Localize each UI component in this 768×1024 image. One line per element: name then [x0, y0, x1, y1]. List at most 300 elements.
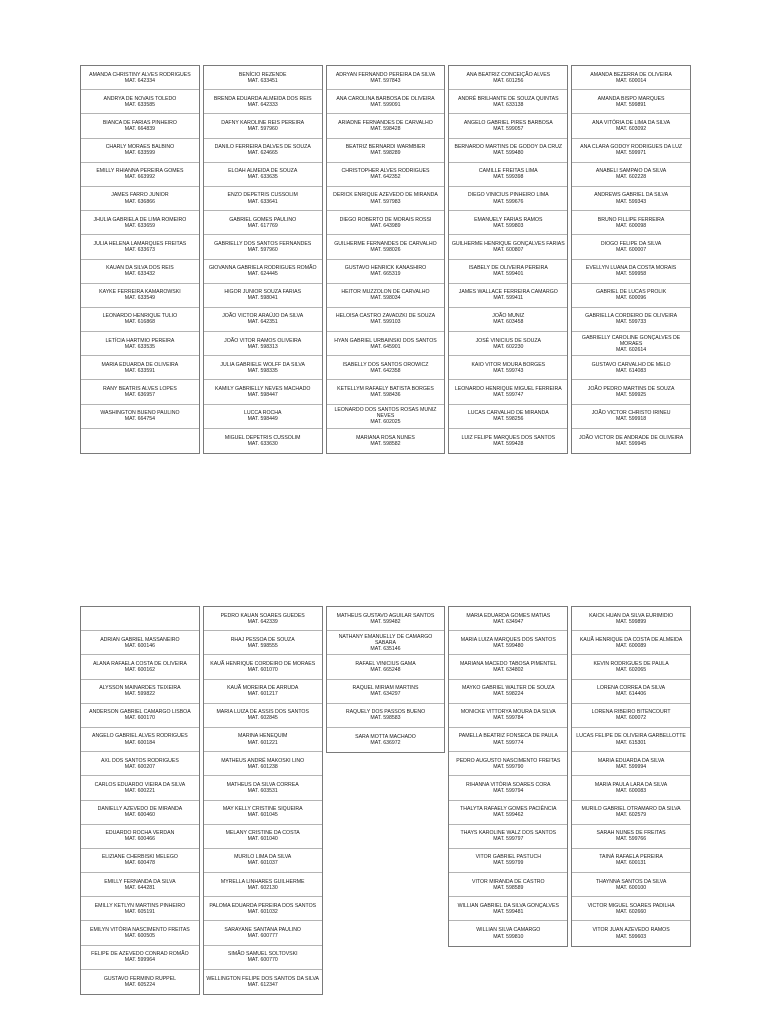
student-name: ANDREWS GABRIEL DA SILVA — [594, 192, 669, 199]
student-name: SARAYANE SANTANA PAULINO — [224, 926, 301, 933]
student-registration: MAT. 599480 — [493, 150, 524, 157]
student-cell — [81, 607, 199, 631]
student-registration: MAT. 615301 — [615, 739, 647, 746]
student-cell — [204, 801, 322, 825]
student-cell — [449, 801, 567, 825]
student-column — [571, 606, 691, 947]
student-registration: MAT. 598224 — [493, 691, 524, 698]
student-cell — [449, 607, 567, 631]
student-name: ANA BEATRIZ CONCEIÇÃO ALVES — [466, 71, 551, 78]
student-cell — [81, 356, 199, 380]
student-cell — [204, 66, 322, 90]
student-registration: MAT. 600184 — [124, 739, 155, 746]
student-name: JOÃO VICTOR DE ANDRADE DE OLIVEIRA — [578, 434, 684, 441]
student-cell — [572, 873, 690, 897]
student-name: JOSÉ VINICIUS DE SOUZA — [475, 337, 541, 344]
student-cell — [204, 211, 322, 235]
student-registration: MAT. 599743 — [493, 367, 524, 374]
student-name: ADRYAN FERNANDO PEREIRA DA SILVA — [335, 71, 436, 78]
student-registration: MAT. 599398 — [493, 174, 524, 181]
student-registration: MAT. 624665 — [247, 150, 278, 157]
student-name: MARIA LUIZA MARQUES DOS SANTOS — [460, 636, 556, 643]
student-registration: MAT. 600083 — [615, 787, 647, 794]
student-registration: MAT. 599411 — [493, 295, 524, 302]
student-cell — [327, 163, 445, 187]
student-registration: MAT. 636957 — [124, 392, 155, 399]
student-registration: MAT. 599810 — [493, 933, 524, 940]
student-name: GIOVANNA GABRIELA RODRIGUES ROMÃO — [208, 265, 317, 271]
student-cell — [572, 332, 690, 356]
student-registration: MAT. 614406 — [615, 691, 647, 698]
student-cell — [449, 260, 567, 284]
student-registration: MAT. 599918 — [615, 416, 647, 423]
student-column — [203, 606, 323, 995]
student-name: PAMELLA BEATRIZ FONSECA DE PAULA — [458, 733, 558, 740]
student-name: ANGELO GABRIEL PIRES BARBOSA — [463, 119, 553, 126]
student-name: WASHINGTON BUENO PAULINO — [100, 410, 180, 417]
student-registration: MAT. 599799 — [493, 860, 524, 867]
student-registration: MAT. 598026 — [370, 246, 401, 253]
student-cell — [572, 284, 690, 308]
student-name: ISABELLY DOS SANTOS OROWICZ — [342, 361, 429, 368]
student-name: LUCAS CARVALHO DE MIRANDA — [467, 410, 549, 417]
student-cell — [449, 429, 567, 453]
student-name: JOÃO VICTOR ARAÚJO DA SILVA — [222, 313, 304, 320]
student-name: GABRIELLA CORDEIRO DE OLIVEIRA — [585, 313, 678, 320]
student-cell — [81, 163, 199, 187]
student-cell — [572, 380, 690, 404]
student-cell — [204, 429, 322, 453]
student-registration: MAT. 600072 — [615, 715, 647, 722]
student-registration: MAT. 597983 — [370, 198, 401, 205]
student-registration: MAT. 597960 — [247, 125, 278, 132]
student-cell — [81, 139, 199, 163]
student-registration: MAT. 601045 — [247, 812, 278, 819]
student-cell — [81, 332, 199, 356]
student-cell — [204, 90, 322, 114]
student-registration: MAT. 599803 — [493, 222, 524, 229]
student-cell — [204, 163, 322, 187]
student-cell — [449, 631, 567, 655]
student-name: ANA CAROLINA BARBOSA DE OLIVEIRA — [336, 95, 435, 102]
student-registration: MAT. 645901 — [370, 343, 401, 350]
student-cell — [449, 776, 567, 800]
student-registration: MAT. 598289 — [370, 150, 401, 157]
student-name: LUCCA ROCHA — [243, 410, 282, 417]
student-registration: MAT. 602025 — [370, 419, 401, 426]
student-name: ISABELY DE OLIVEIRA PEREIRA — [468, 265, 548, 271]
student-cell — [204, 607, 322, 631]
student-name: MYRELLA LINHARES GUILHERME — [220, 878, 305, 885]
student-cell — [449, 825, 567, 849]
student-name: MARIA PAULA LARA DA SILVA — [594, 781, 668, 788]
student-name: GUSTAVO CARVALHO DE MELO — [591, 361, 671, 368]
student-name: JAMES WALLACE FERREIRA CAMARGO — [458, 289, 558, 296]
student-name: PEDRO AUGUSTO NASCIMENTO FREITAS — [456, 757, 561, 764]
top-sheet — [80, 65, 691, 454]
student-cell — [204, 873, 322, 897]
student-registration: MAT. 598256 — [493, 416, 524, 423]
student-name: RAQUEL MIRIAM MARTINS — [352, 685, 419, 692]
student-name: ELIZIANE CHERBISKI MELEGO — [101, 854, 178, 861]
student-name: VICTOR MIGUEL SOARES PADILHA — [587, 902, 675, 909]
student-name: JOÃO MUNIZ — [492, 313, 525, 320]
student-registration: MAT. 599733 — [615, 319, 647, 326]
student-cell — [327, 728, 445, 752]
student-cell — [204, 260, 322, 284]
student-cell — [81, 776, 199, 800]
student-cell — [81, 873, 199, 897]
student-name: AMANDA BEZERRA DE OLIVEIRA — [590, 71, 672, 78]
student-registration: MAT. 598436 — [370, 392, 401, 399]
student-name: KAIO VITOR MOURA BORGES — [471, 361, 546, 368]
student-registration: MAT. 599822 — [124, 691, 155, 698]
student-cell — [327, 655, 445, 679]
student-registration: MAT. 600131 — [615, 860, 647, 867]
student-cell — [204, 970, 322, 994]
student-cell — [449, 380, 567, 404]
student-name: ANA CLARA GODOY RODRIGUES DA LUZ — [580, 144, 683, 151]
student-cell — [327, 356, 445, 380]
student-cell — [204, 752, 322, 776]
student-name: ANGELO GABRIEL ALVES RODRIGUES — [92, 733, 188, 740]
student-registration: MAT. 600478 — [124, 860, 155, 867]
student-name: GUSTAVO HENRICK KANASHIRO — [344, 265, 427, 271]
student-cell — [81, 849, 199, 873]
student-cell — [327, 187, 445, 211]
student-registration: MAT. 602230 — [493, 343, 524, 350]
student-name: LEONARDO HENRIQUE TULIO — [102, 313, 178, 320]
student-name: RAFAEL VINICIUS GAMA — [355, 660, 416, 667]
student-registration: MAT. 602845 — [247, 715, 278, 722]
student-cell — [449, 235, 567, 259]
student-registration: MAT. 633138 — [493, 101, 524, 108]
student-name: DERICK ENRIQUE AZEVEDO DE MIRANDA — [333, 192, 438, 199]
student-name: KAMILY GABRIELLY NEVES MACHADO — [215, 385, 311, 392]
student-registration: MAT. 598313 — [247, 343, 278, 350]
student-name: AMANDA BISPO MARQUES — [597, 95, 665, 102]
student-registration: MAT. 600807 — [493, 246, 524, 253]
student-cell — [572, 631, 690, 655]
student-cell — [449, 680, 567, 704]
student-cell — [204, 631, 322, 655]
student-name: NATHANY EMANUELLY DE CAMARGO SABARA — [338, 633, 433, 646]
student-cell — [327, 607, 445, 631]
student-name: MAY KELLY CRISTINE SIQUEIRA — [222, 806, 303, 812]
student-registration: MAT. 665319 — [370, 271, 401, 278]
student-registration: MAT. 600014 — [615, 77, 647, 84]
student-registration: MAT. 633630 — [247, 440, 278, 447]
student-registration: MAT. 601032 — [247, 908, 278, 915]
student-registration: MAT. 599747 — [493, 392, 524, 399]
student-registration: MAT. 600089 — [615, 642, 647, 649]
student-registration: MAT. 599899 — [615, 618, 647, 625]
student-name: DIEGO ROBERTO DE MORAIS ROSSI — [339, 216, 432, 223]
student-cell — [204, 946, 322, 970]
student-registration: MAT. 600460 — [124, 812, 155, 819]
student-cell — [449, 405, 567, 429]
student-column — [203, 65, 323, 454]
student-name: WELLINGTON FELIPE DOS SANTOS DA SILVA — [206, 975, 319, 982]
student-name: EMANUELY FARIAS RAMOS — [474, 216, 543, 223]
student-registration: MAT. 642334 — [124, 77, 155, 84]
student-name: EDUARDO ROCHA VERDAN — [105, 830, 175, 837]
student-registration: MAT. 665248 — [370, 666, 401, 673]
student-cell — [572, 728, 690, 752]
student-cell — [327, 284, 445, 308]
student-registration: MAT. 599401 — [493, 271, 524, 278]
student-cell — [572, 429, 690, 453]
student-cell — [81, 825, 199, 849]
student-cell — [81, 380, 199, 404]
student-name: BEATRIZ BERNARDI WARMBIER — [345, 144, 426, 151]
student-name: HIGOR JUNIOR SOUZA FARIAS — [224, 289, 302, 296]
student-column — [448, 606, 568, 947]
student-name: MATHEUS DA SILVA CORREA — [226, 781, 299, 788]
student-cell — [327, 90, 445, 114]
student-column — [80, 606, 200, 995]
student-cell — [81, 211, 199, 235]
student-cell — [572, 776, 690, 800]
student-cell — [204, 235, 322, 259]
student-name: AMANDA CHRISTINY ALVES RODRIGUES — [89, 71, 191, 78]
student-registration: MAT. 663992 — [124, 174, 155, 181]
student-cell — [81, 680, 199, 704]
student-name: KAUAN DA SILVA DOS REIS — [106, 265, 174, 271]
student-name: CARLOS EDUARDO VIEIRA DA SILVA — [94, 781, 186, 788]
student-name: ANDRYA DE NOVAIS TOLEDO — [103, 95, 177, 102]
student-name: JOÃO PEDRO MARTINS DE SOUZA — [587, 385, 675, 392]
student-cell — [204, 897, 322, 921]
student-name: MATHEUS ANDRÉ MAKOSKI LINO — [221, 757, 305, 764]
student-registration: MAT. 643989 — [370, 222, 401, 229]
student-cell — [204, 680, 322, 704]
student-cell — [572, 235, 690, 259]
student-name: TAINÁ RAFAELA PEREIRA — [599, 854, 663, 861]
student-registration: MAT. 598555 — [247, 642, 278, 649]
student-registration: MAT. 600505 — [124, 933, 155, 940]
student-name: ALYSSON MAINARDES TEIXEIRA — [99, 685, 181, 692]
student-registration: MAT. 642351 — [247, 319, 278, 326]
student-cell — [327, 405, 445, 429]
student-registration: MAT. 598335 — [247, 367, 278, 374]
student-name: BRENDA EDUARDA ALMEIDA DOS REIS — [213, 95, 312, 102]
student-registration: MAT. 599603 — [615, 933, 647, 940]
student-cell — [572, 405, 690, 429]
student-registration: MAT. 600098 — [615, 222, 647, 229]
student-registration: MAT. 636972 — [370, 740, 401, 747]
student-name: MIGUEL DEPETRIS CUSSOLIM — [224, 434, 301, 441]
student-cell — [572, 849, 690, 873]
student-registration: MAT. 612347 — [247, 981, 278, 988]
student-registration: MAT. 633599 — [124, 150, 155, 157]
student-cell — [81, 631, 199, 655]
student-registration: MAT. 598041 — [247, 295, 278, 302]
student-registration: MAT. 602130 — [247, 884, 278, 891]
student-name: JULIA HELENA LAMARQUES FREITAS — [93, 240, 187, 247]
student-name: BENÍCIO REZENDE — [238, 71, 287, 78]
student-name: GABRIEL DE LUCAS PROLIK — [596, 289, 667, 296]
student-registration: MAT. 598447 — [247, 392, 278, 399]
student-registration: MAT. 599428 — [493, 440, 524, 447]
student-registration: MAT. 600096 — [615, 295, 647, 302]
student-name: THAYS KAROLINE WALZ DOS SANTOS — [460, 830, 557, 837]
student-registration: MAT. 598034 — [370, 295, 401, 302]
student-registration: MAT. 664839 — [124, 125, 155, 132]
student-registration: MAT. 599971 — [615, 150, 647, 157]
student-name: MONICKE VITTORYA MOURA DA SILVA — [460, 709, 556, 716]
student-registration: MAT. 602660 — [615, 908, 647, 915]
student-cell — [449, 308, 567, 332]
student-cell — [449, 921, 567, 945]
student-name: DAFNY KAROLINE REIS PEREIRA — [221, 119, 305, 126]
student-name: THALYTA RAFAELY GOMES PACIÊNCIA — [460, 806, 557, 812]
student-registration: MAT. 642333 — [247, 101, 278, 108]
student-cell — [81, 946, 199, 970]
student-name: SARAH NUNES DE FREITAS — [596, 830, 666, 837]
student-cell — [449, 752, 567, 776]
student-name: CHARLY MORAES BALBINO — [105, 144, 175, 151]
student-cell — [449, 897, 567, 921]
student-cell — [81, 114, 199, 138]
student-registration: MAT. 601037 — [247, 860, 278, 867]
student-name: EVELLYN LUANA DA COSTA MORAIS — [585, 265, 677, 271]
student-cell — [449, 284, 567, 308]
student-cell — [572, 90, 690, 114]
student-cell — [81, 90, 199, 114]
student-registration: MAT. 633591 — [124, 367, 155, 374]
student-cell — [572, 114, 690, 138]
student-registration: MAT. 599797 — [493, 836, 524, 843]
student-cell — [327, 66, 445, 90]
student-name: ANDRÉ BRILHANTE DE SOUZA QUINTAS — [458, 95, 559, 102]
student-name: MATHEUS GUSTAVO AGUILAR SANTOS — [336, 612, 435, 619]
student-name: WILLIAN SILVA CAMARGO — [476, 927, 541, 934]
student-registration: MAT. 599480 — [493, 642, 524, 649]
student-registration: MAT. 614083 — [615, 367, 647, 374]
student-cell — [449, 704, 567, 728]
student-registration: MAT. 599057 — [493, 125, 524, 132]
student-cell — [204, 284, 322, 308]
student-registration: MAT. 600221 — [124, 787, 155, 794]
student-name: MARIANA ROSA NUNES — [356, 434, 415, 441]
student-cell — [449, 163, 567, 187]
student-registration: MAT. 600770 — [247, 957, 278, 964]
student-cell — [572, 825, 690, 849]
student-cell — [204, 728, 322, 752]
student-name: EMILYN VITÓRIA NASCIMENTO FREITAS — [90, 926, 190, 933]
student-name: JHULIA GABRIELA DE LIMA ROMEIRO — [93, 216, 187, 223]
student-registration: MAT. 605191 — [124, 908, 155, 915]
student-cell — [81, 308, 199, 332]
student-cell — [327, 235, 445, 259]
student-name: JAMES FARRO JUNIOR — [111, 192, 169, 199]
student-cell — [81, 704, 199, 728]
student-registration: MAT. 635146 — [370, 645, 401, 652]
student-name: DANILO FERREIRA DALVES DE SOUZA — [214, 144, 311, 151]
student-name: AXL DOS SANTOS RODRIGUES — [100, 757, 179, 764]
student-registration: MAT. 634802 — [493, 666, 524, 673]
student-registration: MAT. 633451 — [247, 77, 278, 84]
student-cell — [81, 260, 199, 284]
student-column — [448, 65, 568, 454]
student-name: GUILHERME FERNANDES DE CARVALHO — [334, 240, 437, 247]
student-cell — [449, 187, 567, 211]
student-name: JOÃO VICTOR CHRISTO IRINEU — [591, 410, 671, 417]
student-column — [326, 606, 446, 753]
student-cell — [327, 114, 445, 138]
student-name: ELOAH ALMEIDA DE SOUZA — [228, 168, 298, 175]
student-name: CAMILLE FREITAS LIMA — [478, 168, 538, 175]
student-cell — [81, 235, 199, 259]
student-registration: MAT. 600007 — [615, 246, 647, 253]
student-registration: MAT. 600777 — [247, 933, 278, 940]
student-cell — [81, 655, 199, 679]
student-cell — [204, 380, 322, 404]
student-registration: MAT. 598428 — [370, 125, 401, 132]
student-cell — [449, 849, 567, 873]
student-registration: MAT. 602228 — [615, 174, 647, 181]
student-name: MARIA EDUARDA DE OLIVEIRA — [101, 361, 179, 368]
student-registration: MAT. 600466 — [124, 836, 155, 843]
student-registration: MAT. 602614 — [615, 346, 647, 353]
student-registration: MAT. 601221 — [247, 739, 278, 746]
student-registration: MAT. 603531 — [247, 787, 278, 794]
student-cell — [572, 66, 690, 90]
student-registration: MAT. 617769 — [247, 222, 278, 229]
student-name: LORENA RIBEIRO BITENCOURT — [591, 709, 671, 716]
student-cell — [572, 211, 690, 235]
student-name: MURILO LIMA DA SILVA — [234, 854, 292, 861]
student-name: DIOGO FELIPE DA SILVA — [600, 240, 662, 247]
student-name: GABRIEL GOMES PAULINO — [229, 216, 297, 223]
student-cell — [204, 776, 322, 800]
student-registration: MAT. 600100 — [615, 884, 647, 891]
student-registration: MAT. 633432 — [124, 271, 155, 278]
student-registration: MAT. 599482 — [370, 618, 401, 625]
student-cell — [204, 187, 322, 211]
student-cell — [572, 607, 690, 631]
student-cell — [327, 260, 445, 284]
student-name: JOÃO VITOR RAMOS OLIVEIRA — [224, 337, 302, 344]
student-cell — [449, 332, 567, 356]
student-registration: MAT. 599964 — [124, 957, 155, 964]
student-cell — [327, 380, 445, 404]
student-registration: MAT. 624445 — [247, 271, 278, 278]
student-registration: MAT. 644281 — [124, 884, 155, 891]
student-registration: MAT. 601040 — [247, 836, 278, 843]
student-registration: MAT. 633549 — [124, 295, 155, 302]
student-cell — [204, 332, 322, 356]
student-registration: MAT. 602065 — [615, 666, 647, 673]
student-cell — [204, 308, 322, 332]
student-registration: MAT. 600170 — [124, 715, 155, 722]
student-registration: MAT. 599958 — [615, 271, 647, 278]
student-name: HEITOR MUZZOLON DE CARVALHO — [341, 289, 430, 296]
student-name: GUILHERME HENRIQUE GONÇALVES FARIAS — [451, 240, 565, 247]
student-registration: MAT. 599794 — [493, 787, 524, 794]
student-name: RAQUELY DOS PASSOS BUENO — [345, 709, 426, 716]
student-cell — [204, 825, 322, 849]
student-registration: MAT. 642358 — [370, 367, 401, 374]
student-cell — [204, 139, 322, 163]
student-name: DIEGO VINICIUS PINHEIRO LIMA — [467, 192, 549, 199]
student-name: MARINA HENEQUIM — [238, 733, 288, 740]
student-cell — [449, 211, 567, 235]
student-registration: MAT. 634297 — [370, 691, 401, 698]
student-registration: MAT. 605224 — [124, 981, 155, 988]
student-cell — [327, 332, 445, 356]
